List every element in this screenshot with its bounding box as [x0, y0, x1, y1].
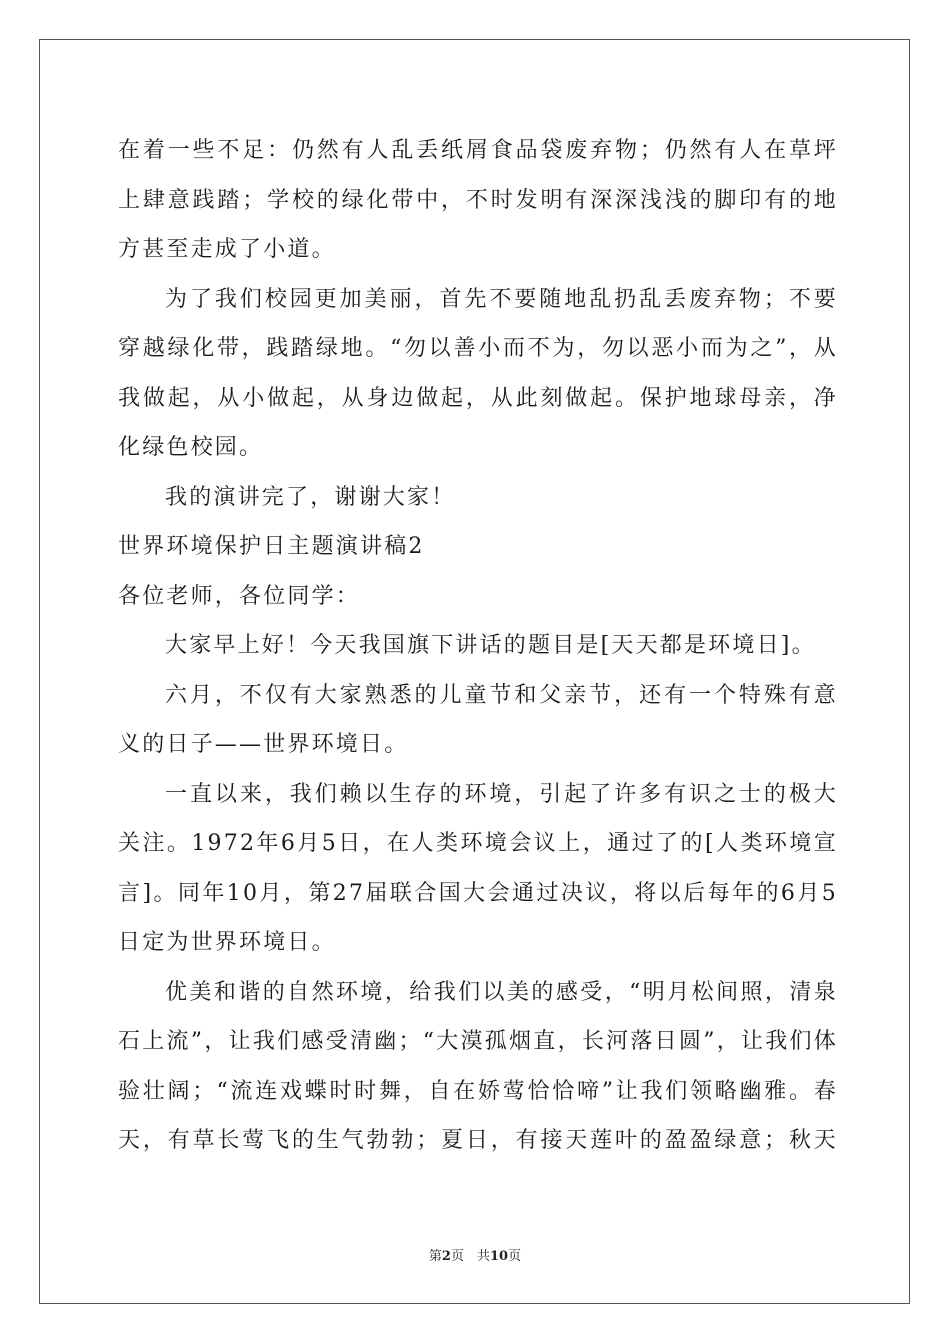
current-page-number: 2 [441, 1249, 451, 1264]
paragraph: 大家早上好！今天我国旗下讲话的题目是[天天都是环境日]。 [165, 633, 816, 658]
paragraph: 一直以来，我们赖以生存的环境，引起了许多有识之士的极大关注。1972年6月5日，在人类环境会议上，通过了的[人类环境宣言]。同年10月，第27届联合国大会通过决议，将以后每年的6月5日定为世界环境日。 [118, 781, 838, 955]
paragraph: 优美和谐的自然环境，给我们以美的感受，“明月松间照，清泉石上流”，让我们感受清幽；“大漠孤烟直，长河落日圆”，让我们体验壮阔；“流连戏蝶时时舞，自在娇莺恰恰啼”让我们领略幽雅。春天，有草长莺飞的生气勃勃；夏日，有接天莲叶的盈盈绿意；秋天 [118, 979, 838, 1153]
document-body [118, 126, 838, 1166]
paragraph: 六月，不仅有大家熟悉的儿童节和父亲节，还有一个特殊有意义的日子——世界环境日。 [118, 682, 838, 757]
footer-mid: 页 共 [450, 1249, 490, 1264]
paragraph: 在着一些不足：仍然有人乱丢纸屑食品袋废弃物；仍然有人在草坪上肆意践踏；学校的绿化带中，不时发明有深深浅浅的脚印有的地方甚至走成了小道。 [118, 138, 838, 262]
footer-prefix: 第 [428, 1249, 442, 1264]
paragraph: 我的演讲完了，谢谢大家！ [165, 484, 456, 510]
footer-suffix: 页 [508, 1249, 522, 1264]
section-title: 世界环境保护日主题演讲稿2 [118, 534, 425, 559]
salutation: 各位老师，各位同学： [118, 583, 361, 609]
page-footer [0, 1245, 950, 1264]
total-page-number: 10 [489, 1249, 509, 1264]
paragraph: 为了我们校园更加美丽，首先不要随地乱扔乱丢废弃物；不要穿越绿化带，践踏绿地。“勿以善小而不为，勿以恶小而为之”，从我做起，从小做起，从身边做起，从此刻做起。保护地球母亲，净化绿色校园。 [118, 286, 838, 460]
